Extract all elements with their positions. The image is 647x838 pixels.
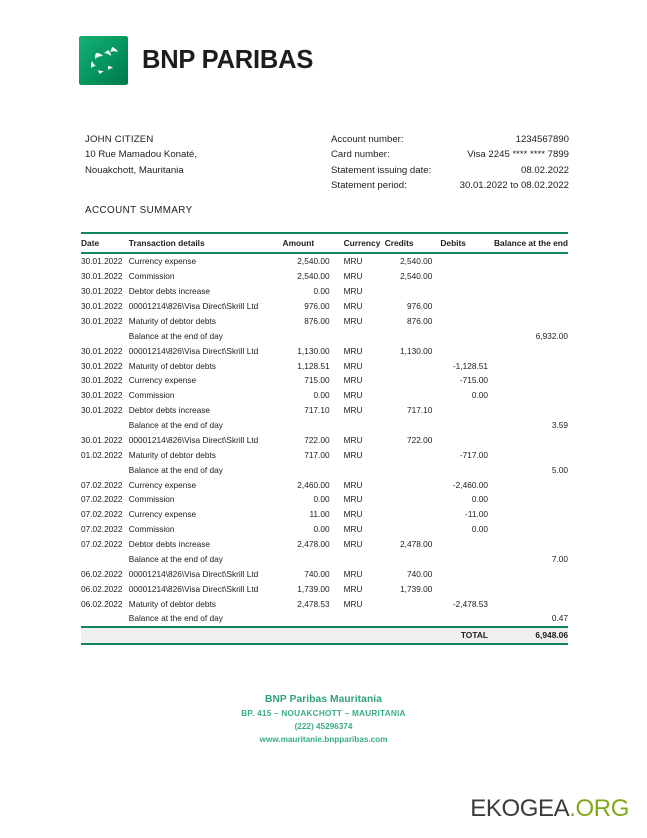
- total-label: TOTAL: [440, 627, 494, 644]
- cell-balance: 5.00: [551, 464, 568, 475]
- cell-credits: [385, 507, 441, 522]
- cell-currency: MRU: [343, 345, 363, 356]
- cell-debits: [440, 566, 494, 581]
- cell-date: 30.01.2022: [81, 256, 123, 267]
- cell-currency: MRU: [343, 256, 363, 267]
- cell-transaction-details: Balance at the end of day: [128, 420, 223, 431]
- cell-credits: 876.00: [406, 315, 433, 326]
- cell-date: 06.02.2022: [81, 583, 123, 594]
- cell-credits: 2,478.00: [400, 539, 433, 550]
- cell-credits: 1,130.00: [400, 345, 433, 356]
- watermark: [470, 795, 629, 823]
- cell-debits: -2,478.53: [452, 598, 488, 609]
- cell-transaction-details: Maturity of debtor debts: [128, 360, 216, 371]
- cell-balance: [494, 581, 568, 596]
- column-header-amount: Amount: [283, 233, 340, 253]
- cell-date: 30.01.2022: [81, 315, 123, 326]
- cell-debits: [440, 343, 494, 358]
- cell-credits: [385, 462, 441, 477]
- account-summary-table: [81, 232, 568, 645]
- cell-transaction-details: Commission: [128, 271, 175, 282]
- cell-credits: 976.00: [406, 301, 433, 312]
- bnp-paribas-stars-logo-icon: [79, 36, 128, 85]
- cell-credits: [385, 388, 441, 403]
- cell-amount: 0.00: [313, 286, 330, 297]
- cell-debits: -11.00: [465, 509, 488, 520]
- cell-transaction-details: 00001214\826\Visa Direct\Skrill Ltd: [128, 583, 259, 594]
- table-row: [81, 314, 568, 329]
- cell-credits: [385, 492, 441, 507]
- account-number-value: 1234567890: [515, 134, 569, 145]
- statement-period-value: 30.01.2022 to 08.02.2022: [459, 179, 569, 191]
- cell-balance: [494, 403, 568, 418]
- cell-credits: 2,540.00: [400, 256, 433, 267]
- cell-amount: 1,739.00: [297, 583, 330, 594]
- cell-balance: [494, 269, 568, 284]
- table-row: [81, 447, 568, 462]
- watermark-name: EKOGEA: [470, 795, 570, 822]
- cell-transaction-details: Debtor debts increase: [128, 286, 210, 297]
- total-spacer-cell: [340, 627, 385, 644]
- cell-debits: [440, 552, 494, 567]
- cell-debits: 0.00: [471, 524, 488, 535]
- customer-address-line-2: Nouakchott, Mauritania: [85, 164, 184, 176]
- cell-debits: [440, 269, 494, 284]
- account-number-row: [331, 132, 569, 147]
- cell-amount: 976.00: [304, 301, 330, 312]
- cell-debits: -2,460.00: [452, 479, 488, 490]
- cell-currency: MRU: [343, 524, 363, 535]
- statement-period-row: [331, 178, 569, 193]
- cell-transaction-details: Currency expense: [128, 509, 197, 520]
- cell-transaction-details: Commission: [128, 524, 175, 535]
- issuing-date-value: 08.02.2022: [520, 164, 569, 176]
- cell-credits: [385, 611, 441, 627]
- cell-currency: MRU: [343, 583, 363, 594]
- cell-currency: [340, 611, 385, 627]
- cell-date: 06.02.2022: [81, 568, 123, 579]
- cell-amount: 1,130.00: [297, 345, 330, 356]
- total-spacer-cell: [283, 627, 340, 644]
- cell-amount: 1,128.51: [297, 360, 330, 371]
- cell-credits: 2,540.00: [400, 271, 433, 282]
- cell-date: 30.01.2022: [81, 405, 123, 416]
- cell-date: 30.01.2022: [81, 390, 123, 401]
- cell-transaction-details: Balance at the end of day: [128, 464, 223, 475]
- cell-transaction-details: Debtor debts increase: [128, 405, 210, 416]
- cell-date: [81, 552, 129, 567]
- cell-debits: [440, 403, 494, 418]
- cell-amount: 11.00: [309, 509, 330, 520]
- cell-debits: [440, 611, 494, 627]
- cell-amount: 2,478.00: [297, 539, 330, 550]
- table-row: [81, 566, 568, 581]
- cell-debits: [440, 537, 494, 552]
- cell-balance: [494, 507, 568, 522]
- cell-date: 30.01.2022: [81, 271, 123, 282]
- cell-transaction-details: 00001214\826\Visa Direct\Skrill Ltd: [128, 434, 259, 445]
- cell-date: 07.02.2022: [81, 509, 123, 520]
- brand-name: BNP PARIBAS: [142, 46, 314, 74]
- cell-debits: [440, 462, 494, 477]
- cell-transaction-details: Maturity of debtor debts: [128, 315, 216, 326]
- cell-date: 30.01.2022: [81, 434, 123, 445]
- account-number-label: Account number:: [331, 134, 404, 145]
- table-row: [81, 299, 568, 314]
- table-row: [81, 507, 568, 522]
- cell-balance: [494, 388, 568, 403]
- cell-date: 06.02.2022: [81, 598, 123, 609]
- cell-balance: 6,932.00: [535, 330, 568, 341]
- cell-currency: [340, 462, 385, 477]
- total-spacer-cell: [81, 627, 129, 644]
- table-row: [81, 596, 568, 611]
- cell-balance: [494, 358, 568, 373]
- cell-credits: [385, 522, 441, 537]
- column-header-date: Date: [81, 233, 129, 253]
- cell-currency: MRU: [343, 539, 363, 550]
- customer-name: JOHN CITIZEN: [85, 134, 154, 145]
- cell-amount: [283, 552, 340, 567]
- cell-credits: [385, 477, 441, 492]
- cell-debits: -1,128.51: [452, 360, 488, 371]
- cell-balance: [494, 373, 568, 388]
- cell-date: [81, 611, 129, 627]
- cell-debits: [440, 253, 494, 269]
- cell-balance: [494, 522, 568, 537]
- cell-credits: [385, 552, 441, 567]
- customer-address-line-1: 10 Rue Mamadou Konaté,: [85, 149, 198, 161]
- table-row: [81, 537, 568, 552]
- card-number-row: [331, 147, 569, 162]
- cell-date: [81, 462, 129, 477]
- cell-balance: [494, 537, 568, 552]
- cell-date: 30.01.2022: [81, 360, 123, 371]
- issuing-date-row: [331, 163, 569, 178]
- cell-amount: 0.00: [313, 494, 330, 505]
- cell-debits: 0.00: [471, 494, 488, 505]
- cell-balance: [494, 492, 568, 507]
- cell-amount: 740.00: [304, 568, 330, 579]
- cell-credits: [385, 358, 441, 373]
- table-row: [81, 284, 568, 299]
- cell-date: 30.01.2022: [81, 345, 123, 356]
- cell-amount: [283, 462, 340, 477]
- cell-currency: MRU: [343, 479, 363, 490]
- cell-currency: MRU: [343, 598, 363, 609]
- total-value: 6,948.06: [494, 627, 568, 644]
- table-row: [81, 522, 568, 537]
- cell-balance: [494, 596, 568, 611]
- account-meta-block: [331, 132, 569, 193]
- cell-credits: 740.00: [406, 568, 433, 579]
- column-header-details: Transaction details: [129, 233, 283, 253]
- cell-debits: [440, 418, 494, 433]
- cell-credits: 717.10: [406, 405, 433, 416]
- balance-end-of-day-row: [81, 611, 568, 627]
- cell-currency: [340, 328, 385, 343]
- cell-debits: [440, 284, 494, 299]
- cell-transaction-details: 00001214\826\Visa Direct\Skrill Ltd: [128, 568, 259, 579]
- cell-date: 30.01.2022: [81, 375, 123, 386]
- cell-currency: MRU: [343, 494, 363, 505]
- table-row: [81, 358, 568, 373]
- customer-address-block: [85, 132, 197, 178]
- column-header-credits: Credits: [385, 233, 441, 253]
- cell-amount: 2,460.00: [297, 479, 330, 490]
- cell-debits: [440, 328, 494, 343]
- cell-amount: 2,540.00: [297, 271, 330, 282]
- cell-credits: 1,739.00: [400, 583, 433, 594]
- cell-balance: [494, 566, 568, 581]
- cell-balance: 7.00: [551, 553, 568, 564]
- table-total-row: [81, 627, 568, 644]
- issuing-date-label: Statement issuing date:: [331, 164, 432, 176]
- cell-currency: MRU: [343, 271, 363, 282]
- cell-amount: 717.00: [304, 449, 330, 460]
- cell-currency: MRU: [343, 315, 363, 326]
- table-row: [81, 403, 568, 418]
- column-header-balance: Balance at the end: [494, 233, 568, 253]
- cell-amount: 876.00: [304, 315, 330, 326]
- statement-period-label: Statement period:: [331, 179, 407, 191]
- total-spacer-cell: [385, 627, 441, 644]
- table-row: [81, 433, 568, 448]
- cell-date: [81, 418, 129, 433]
- table-row: [81, 343, 568, 358]
- cell-transaction-details: Currency expense: [128, 256, 197, 267]
- cell-currency: [340, 552, 385, 567]
- watermark-tld: .ORG: [569, 795, 629, 822]
- cell-amount: [283, 328, 340, 343]
- cell-currency: MRU: [343, 286, 363, 297]
- table-row: [81, 373, 568, 388]
- cell-transaction-details: Balance at the end of day: [128, 330, 223, 341]
- cell-transaction-details: Commission: [128, 390, 175, 401]
- cell-credits: [385, 284, 441, 299]
- cell-amount: 717.10: [304, 405, 330, 416]
- cell-date: 07.02.2022: [81, 524, 123, 535]
- cell-date: 07.02.2022: [81, 539, 123, 550]
- cell-transaction-details: Maturity of debtor debts: [128, 598, 216, 609]
- cell-date: 07.02.2022: [81, 494, 123, 505]
- cell-credits: 722.00: [406, 434, 433, 445]
- cell-balance: [494, 433, 568, 448]
- footer-website: www.mauritanie.bnpparibas.com: [259, 735, 388, 744]
- cell-credits: [385, 447, 441, 462]
- cell-date: 30.01.2022: [81, 301, 123, 312]
- cell-currency: MRU: [343, 405, 363, 416]
- table-row: [81, 477, 568, 492]
- brand-header: [79, 36, 313, 85]
- cell-currency: [340, 418, 385, 433]
- cell-transaction-details: Currency expense: [128, 479, 197, 490]
- cell-amount: 722.00: [304, 434, 330, 445]
- table-header-row: [81, 233, 568, 253]
- cell-amount: 0.00: [313, 390, 330, 401]
- card-number-label: Card number:: [331, 149, 390, 161]
- cell-currency: MRU: [343, 360, 363, 371]
- cell-currency: MRU: [343, 301, 363, 312]
- cell-date: 07.02.2022: [81, 479, 123, 490]
- cell-transaction-details: 00001214\826\Visa Direct\Skrill Ltd: [128, 345, 259, 356]
- cell-transaction-details: Balance at the end of day: [128, 613, 223, 624]
- balance-end-of-day-row: [81, 328, 568, 343]
- balance-end-of-day-row: [81, 462, 568, 477]
- cell-debits: [440, 433, 494, 448]
- page-title: ACCOUNT SUMMARY: [85, 205, 193, 216]
- balance-end-of-day-row: [81, 418, 568, 433]
- cell-amount: [283, 611, 340, 627]
- footer-block: [0, 694, 647, 744]
- cell-balance: [494, 447, 568, 462]
- footer-bank-name: BNP Paribas Mauritania: [265, 694, 382, 705]
- cell-balance: [494, 314, 568, 329]
- cell-balance: [494, 343, 568, 358]
- table-body: [81, 253, 568, 644]
- cell-transaction-details: Commission: [128, 494, 175, 505]
- cell-currency: MRU: [343, 434, 363, 445]
- cell-date: 30.01.2022: [81, 286, 123, 297]
- cell-credits: [385, 328, 441, 343]
- cell-transaction-details: Balance at the end of day: [128, 553, 223, 564]
- cell-date: [81, 328, 129, 343]
- column-header-currency: Currency: [340, 233, 385, 253]
- cell-balance: 0.47: [551, 613, 568, 624]
- cell-balance: [494, 299, 568, 314]
- footer-address: BP. 415 – NOUAKCHOTT – MAURITANIA: [241, 709, 406, 718]
- table-row: [81, 253, 568, 269]
- cell-debits: [440, 581, 494, 596]
- column-header-debits: Debits: [440, 233, 494, 253]
- cell-credits: [385, 418, 441, 433]
- cell-currency: MRU: [343, 390, 363, 401]
- cell-balance: [494, 477, 568, 492]
- cell-currency: MRU: [343, 375, 363, 386]
- cell-amount: 2,540.00: [297, 256, 330, 267]
- cell-balance: [494, 253, 568, 269]
- footer-phone: (222) 45296374: [294, 722, 353, 731]
- cell-credits: [385, 596, 441, 611]
- cell-balance: [494, 284, 568, 299]
- table-row: [81, 388, 568, 403]
- cell-debits: [440, 314, 494, 329]
- cell-debits: -715.00: [459, 375, 488, 386]
- cell-transaction-details: 00001214\826\Visa Direct\Skrill Ltd: [128, 301, 259, 312]
- cell-amount: 2,478.53: [297, 598, 330, 609]
- table-row: [81, 269, 568, 284]
- cell-currency: MRU: [343, 509, 363, 520]
- cell-currency: MRU: [343, 568, 363, 579]
- cell-debits: 0.00: [471, 390, 488, 401]
- cell-amount: 715.00: [304, 375, 330, 386]
- cell-transaction-details: Debtor debts increase: [128, 539, 210, 550]
- cell-currency: MRU: [343, 449, 363, 460]
- cell-balance: 3.59: [551, 420, 568, 431]
- cell-date: 01.02.2022: [81, 449, 123, 460]
- cell-amount: [283, 418, 340, 433]
- total-spacer-cell: [129, 627, 283, 644]
- cell-transaction-details: Currency expense: [128, 375, 197, 386]
- cell-debits: [440, 299, 494, 314]
- table-row: [81, 581, 568, 596]
- cell-amount: 0.00: [313, 524, 330, 535]
- cell-debits: -717.00: [459, 449, 488, 460]
- cell-credits: [385, 373, 441, 388]
- card-number-value: Visa 2245 **** **** 7899: [467, 149, 569, 161]
- cell-transaction-details: Maturity of debtor debts: [128, 449, 216, 460]
- table-row: [81, 492, 568, 507]
- balance-end-of-day-row: [81, 552, 568, 567]
